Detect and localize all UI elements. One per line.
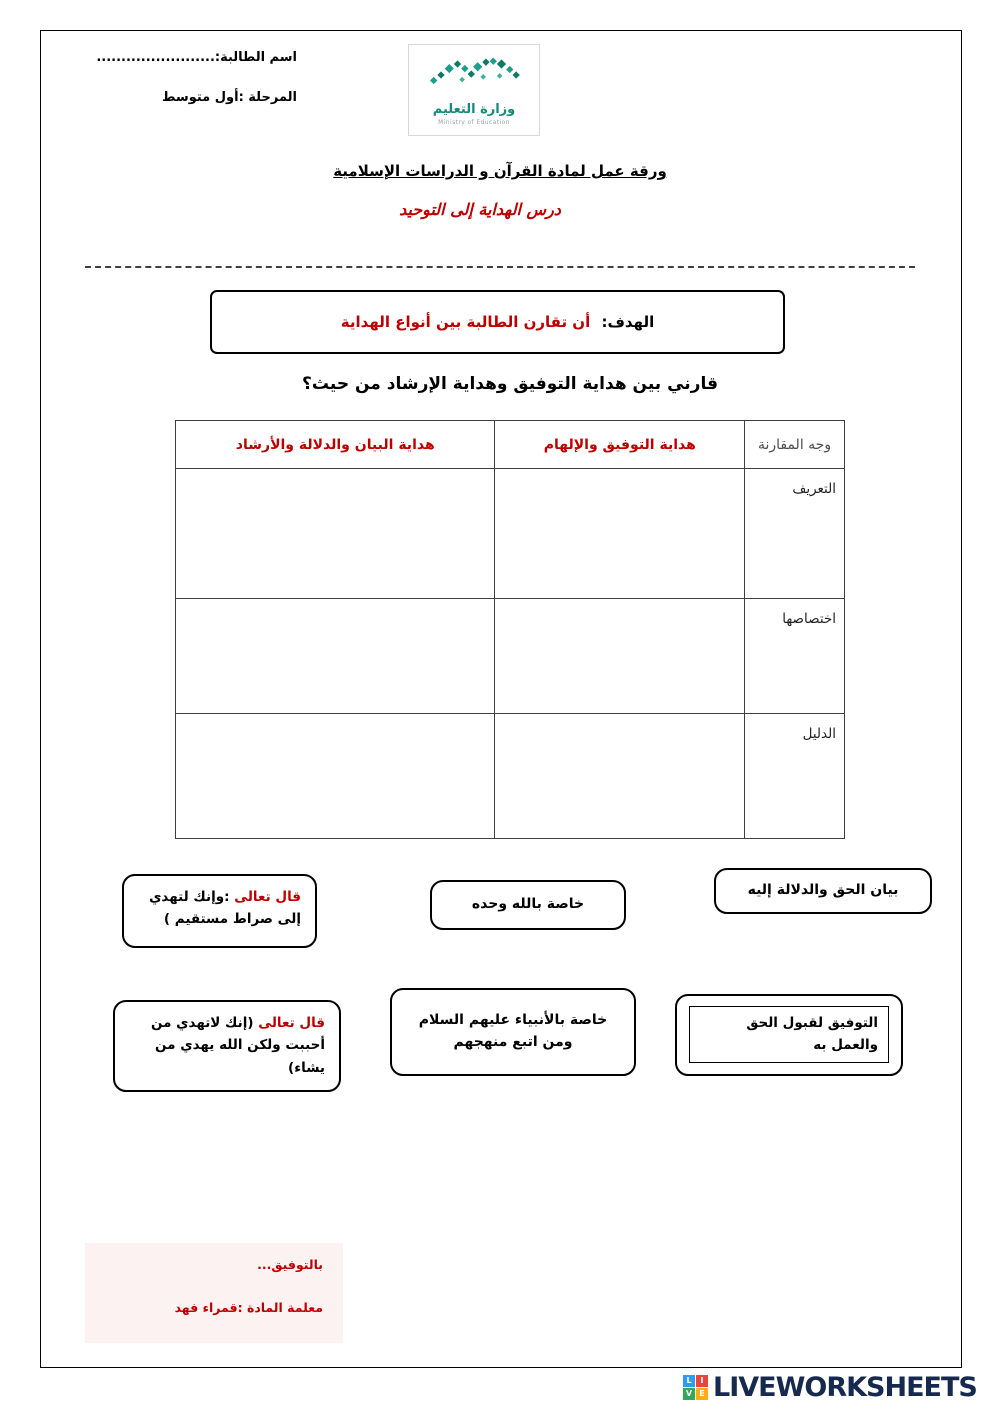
- header-aspect: وجه المقارنة: [745, 421, 845, 469]
- row-label-specialty: اختصاصها: [745, 599, 845, 714]
- drop-cell-evidence-bayan[interactable]: [176, 714, 495, 839]
- comparison-table: [175, 420, 845, 839]
- student-name-field[interactable]: اسم الطالبة:........................: [96, 50, 297, 65]
- objective-text: أن تقارن الطالبة بين أنواع الهداية: [340, 313, 596, 331]
- answer-text: :وإنك لتهدي إلى صراط مستقيم ): [149, 889, 301, 928]
- table-header-row: [176, 421, 845, 469]
- answer-card-verse-la-tahdi[interactable]: [113, 1000, 341, 1092]
- logo-tile-i: I: [696, 1375, 708, 1387]
- question-heading: قارني بين هداية التوفيق وهداية الإرشاد من حيث؟: [302, 374, 718, 394]
- drop-cell-specialty-bayan[interactable]: [176, 599, 495, 714]
- logo-tile-e: E: [696, 1388, 708, 1400]
- answer-card-prophets[interactable]: [390, 988, 636, 1076]
- answer-text: خاصة بالله وحده: [471, 896, 585, 913]
- ministry-logo-subtitle: Ministry of Education: [438, 119, 510, 126]
- row-label-evidence: الدليل: [745, 714, 845, 839]
- teacher-name-text: معلمة المادة :قمراء فهد: [174, 1300, 323, 1315]
- drop-cell-evidence-tawfiq[interactable]: [495, 714, 745, 839]
- lesson-title: درس الهداية إلى التوحيد: [399, 200, 561, 219]
- ministry-logo: [408, 44, 540, 136]
- answer-card-verse-sirat[interactable]: [122, 874, 317, 948]
- objective-box: [210, 290, 785, 354]
- drop-cell-specialty-tawfiq[interactable]: [495, 599, 745, 714]
- liveworksheets-icon: [683, 1375, 708, 1400]
- worksheet-title: ورقة عمل لمادة القرآن و الدراسات الإسلامية: [333, 162, 667, 180]
- drop-cell-definition-tawfiq[interactable]: [495, 469, 745, 599]
- answer-text: خاصة بالأنبياء عليهم السلام ومن اتبع منهجهم: [418, 1012, 608, 1050]
- objective-label: الهدف:: [601, 313, 655, 331]
- liveworksheets-logo[interactable]: [683, 1372, 977, 1403]
- good-luck-text: بالتوفيق...: [257, 1257, 323, 1272]
- answer-text: (إنك لاتهدي من أحببت ولكن الله يهدي من يشاء): [150, 1015, 325, 1076]
- answer-prefix: قال تعالى: [234, 889, 301, 905]
- answer-text: بيان الحق والدلالة إليه: [747, 882, 899, 899]
- answer-text: التوفيق لقبول الحق والعمل به: [746, 1015, 878, 1053]
- table-row: [176, 599, 845, 714]
- answer-inner-box: [689, 1006, 889, 1063]
- answer-prefix: قال تعالى: [258, 1015, 325, 1031]
- table-row: [176, 469, 845, 599]
- stage-label: المرحلة :أول متوسط: [162, 90, 297, 105]
- row-label-definition: التعريف: [745, 469, 845, 599]
- header-tawfiq: هداية التوفيق والإلهام: [495, 421, 745, 469]
- logo-tile-v: V: [683, 1388, 695, 1400]
- ministry-logo-title: وزارة التعليم: [432, 102, 516, 117]
- table-row: [176, 714, 845, 839]
- logo-tile-l: L: [683, 1375, 695, 1387]
- answer-card-tawfiq-qubul[interactable]: [675, 994, 903, 1076]
- teacher-note-box: [85, 1243, 343, 1343]
- answer-card-allah-alone[interactable]: [430, 880, 626, 930]
- header-bayan: هداية البيان والدلالة والأرشاد: [176, 421, 495, 469]
- dashed-divider: [85, 266, 915, 268]
- liveworksheets-wordmark: LIVEWORKSHEETS: [713, 1372, 977, 1403]
- drop-cell-definition-bayan[interactable]: [176, 469, 495, 599]
- answer-card-bayan-haq[interactable]: [714, 868, 932, 914]
- ministry-emblem-icon: [419, 54, 529, 100]
